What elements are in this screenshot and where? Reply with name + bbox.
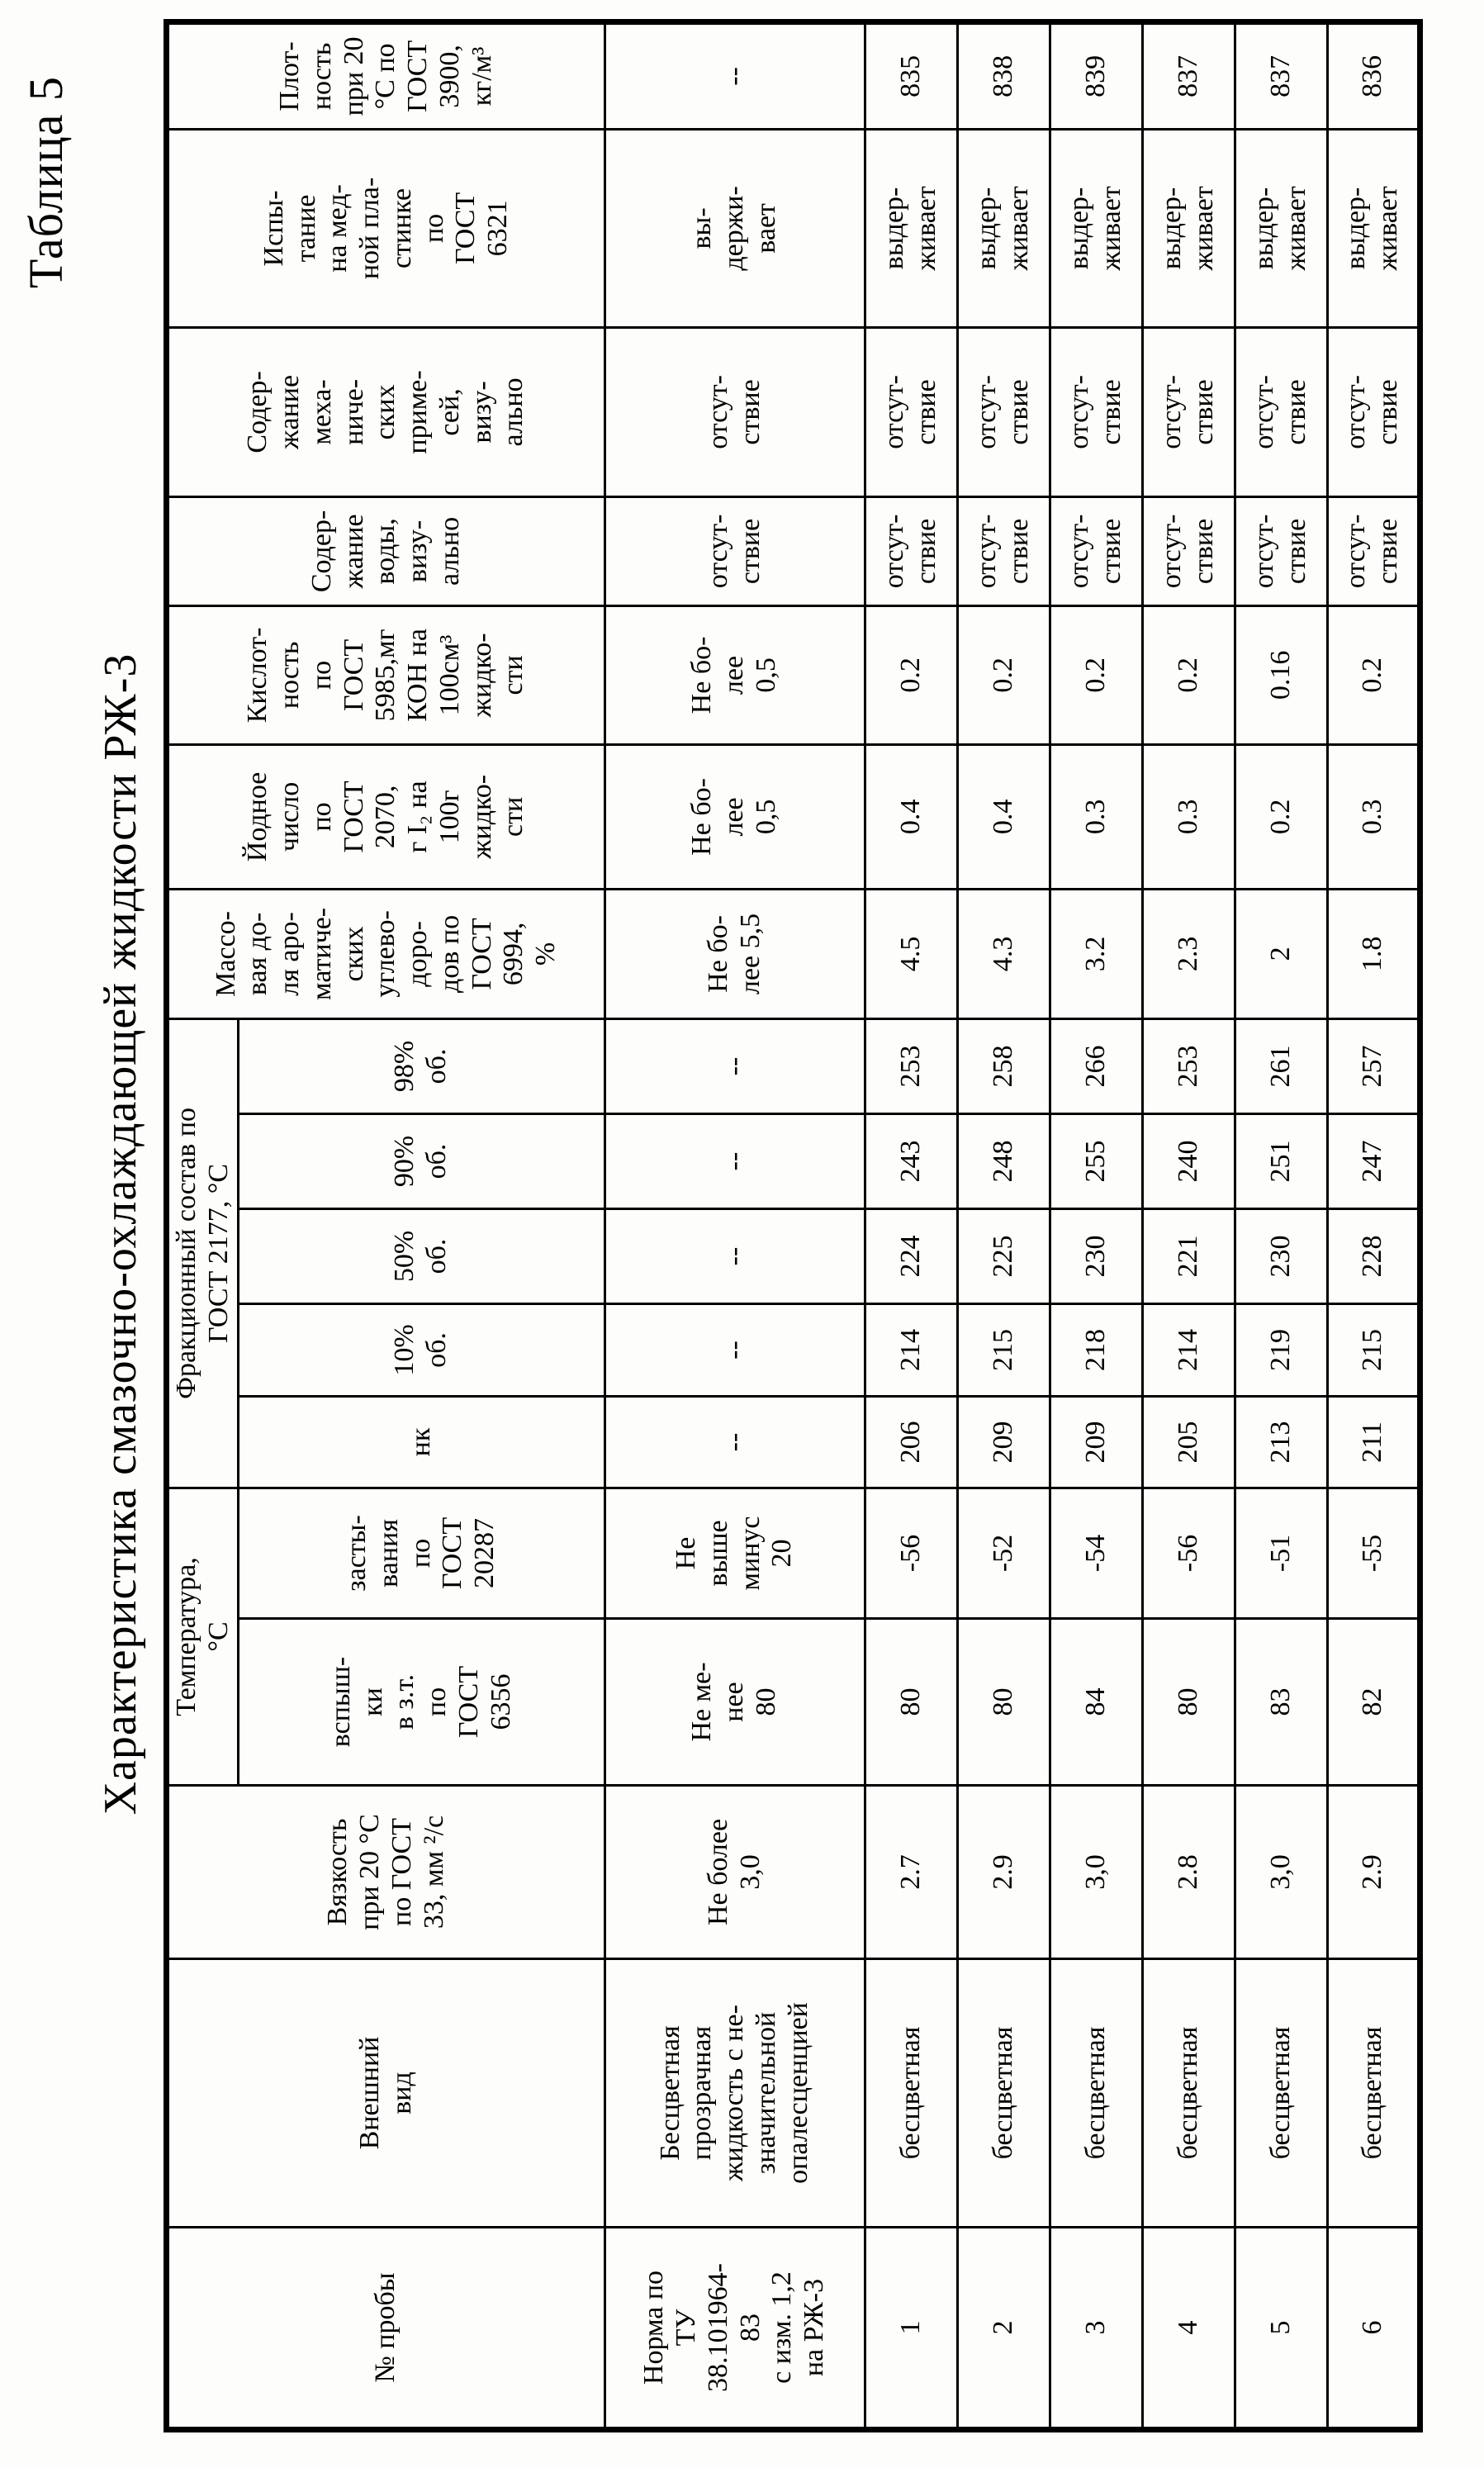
cell-10pct: 215	[1327, 1303, 1420, 1396]
cell-density: 837	[1142, 21, 1235, 129]
cell-copper: выдер- живает	[1050, 129, 1142, 327]
characteristics-table	[164, 19, 1423, 2432]
cell-pour: -56	[865, 1488, 957, 1618]
cell-copper: выдер- живает	[1235, 129, 1327, 327]
cell-98pct: 258	[957, 1018, 1050, 1113]
cell-appearance: бесцветная	[1142, 1959, 1235, 2228]
cell-copper: выдер- живает	[1327, 129, 1420, 327]
table-caption: Таблица 5	[19, 76, 73, 289]
cell-density: 836	[1327, 21, 1420, 129]
column-header-acidity: Кислот- ность по ГОСТ 5985,мг КОН на 100см³ жидко- сти	[167, 605, 605, 744]
cell-98pct: 266	[1050, 1018, 1142, 1113]
cell-nk: 206	[865, 1396, 957, 1488]
norm-cell-appearance: Бесцветная прозрачная жидкость с не- значительной опалесценцией	[605, 1959, 865, 2228]
column-header-impurities: Содер- жание меха- ниче- ских приме- сей, визу- ально	[167, 327, 605, 496]
cell-50pct: 230	[1050, 1208, 1142, 1303]
norm-cell-water: отсут- ствие	[605, 496, 865, 605]
table-row-1	[865, 21, 957, 2429]
norm-cell-viscosity: Не более 3,0	[605, 1786, 865, 1959]
cell-iodine: 0.2	[1235, 744, 1327, 889]
cell-acidity: 0.2	[957, 605, 1050, 744]
cell-90pct: 248	[957, 1113, 1050, 1208]
cell-viscosity: 3,0	[1050, 1786, 1142, 1959]
cell-90pct: 255	[1050, 1113, 1142, 1208]
cell-98pct: 261	[1235, 1018, 1327, 1113]
cell-98pct: 253	[1142, 1018, 1235, 1113]
cell-98pct: 253	[865, 1018, 957, 1113]
cell-density: 839	[1050, 21, 1142, 129]
column-header-10pct: 10% об.	[238, 1303, 605, 1396]
cell-viscosity: 3,0	[1235, 1786, 1327, 1959]
cell-appearance: бесцветная	[1235, 1959, 1327, 2228]
column-header-water: Содер- жание воды, визу- ально	[167, 496, 605, 605]
cell-water: отсут- ствие	[1050, 496, 1142, 605]
table-row-5	[1235, 21, 1327, 2429]
cell-10pct: 214	[865, 1303, 957, 1396]
column-header-flash-point: вспыш- ки в з.т. по ГОСТ 6356	[238, 1619, 605, 1786]
cell-iodine: 0.3	[1050, 744, 1142, 889]
cell-10pct: 218	[1050, 1303, 1142, 1396]
cell-flash: 80	[865, 1619, 957, 1786]
column-header-nk: нк	[238, 1396, 605, 1488]
cell-impurities: отсут- ствие	[865, 327, 957, 496]
cell-50pct: 225	[957, 1208, 1050, 1303]
norm-cell-impurities: отсут- ствие	[605, 327, 865, 496]
cell-pour: -55	[1327, 1488, 1420, 1618]
table-row-2	[957, 21, 1050, 2429]
cell-appearance: бесцветная	[1327, 1959, 1420, 2228]
cell-10pct: 214	[1142, 1303, 1235, 1396]
cell-water: отсут- ствие	[957, 496, 1050, 605]
cell-density: 838	[957, 21, 1050, 129]
cell-pour: -54	[1050, 1488, 1142, 1618]
cell-flash: 84	[1050, 1619, 1142, 1786]
cell-pour: -56	[1142, 1488, 1235, 1618]
column-header-appearance: Внешний вид	[167, 1959, 605, 2228]
cell-aromatics: 2	[1235, 889, 1327, 1018]
cell-10pct: 215	[957, 1303, 1050, 1396]
cell-50pct: 224	[865, 1208, 957, 1303]
norm-row-label: Норма по ТУ 38.101964- 83 с изм. 1,2 на РЖ-3	[605, 2228, 865, 2430]
cell-water: отсут- ствие	[865, 496, 957, 605]
cell-aromatics: 4.5	[865, 889, 957, 1018]
norm-cell-iodine: Не бо- лее 0,5	[605, 744, 865, 889]
cell-50pct: 228	[1327, 1208, 1420, 1303]
column-header-iodine: Йодное число по ГОСТ 2070, г I₂ на 100г жидко- сти	[167, 744, 605, 889]
cell-10pct: 219	[1235, 1303, 1327, 1396]
cell-nk: 209	[1050, 1396, 1142, 1488]
cell-98pct: 257	[1327, 1018, 1420, 1113]
cell-pour: -51	[1235, 1488, 1327, 1618]
cell-aromatics: 2.3	[1142, 889, 1235, 1018]
cell-copper: выдер- живает	[865, 129, 957, 327]
cell-impurities: отсут- ствие	[957, 327, 1050, 496]
cell-flash: 80	[957, 1619, 1050, 1786]
cell-nk: 213	[1235, 1396, 1327, 1488]
cell-sample: 2	[957, 2228, 1050, 2430]
cell-90pct: 240	[1142, 1113, 1235, 1208]
table-row-6	[1327, 21, 1420, 2429]
cell-iodine: 0.4	[957, 744, 1050, 889]
column-header-aromatics: Массо- вая до- ля аро- матиче- ских углево- доро- дов по ГОСТ 6994, %	[167, 889, 605, 1018]
cell-appearance: бесцветная	[957, 1959, 1050, 2228]
norm-row	[605, 21, 865, 2429]
cell-nk: 211	[1327, 1396, 1420, 1488]
column-header-90pct: 90% об.	[238, 1113, 605, 1208]
cell-impurities: отсут- ствие	[1235, 327, 1327, 496]
cell-aromatics: 4.3	[957, 889, 1050, 1018]
cell-acidity: 0.2	[1050, 605, 1142, 744]
norm-cell-copper: вы- держи- вает	[605, 129, 865, 327]
cell-acidity: 0.2	[865, 605, 957, 744]
norm-cell-flash: Не ме- нее 80	[605, 1619, 865, 1786]
cell-flash: 83	[1235, 1619, 1327, 1786]
cell-copper: выдер- живает	[1142, 129, 1235, 327]
table-row-4	[1142, 21, 1235, 2429]
norm-cell-90pct: --	[605, 1113, 865, 1208]
cell-acidity: 0.2	[1142, 605, 1235, 744]
column-group-temperature: Температура, °С	[167, 1488, 239, 1785]
cell-flash: 80	[1142, 1619, 1235, 1786]
cell-50pct: 221	[1142, 1208, 1235, 1303]
cell-50pct: 230	[1235, 1208, 1327, 1303]
cell-water: отсут- ствие	[1142, 496, 1235, 605]
cell-pour: -52	[957, 1488, 1050, 1618]
norm-cell-density: --	[605, 21, 865, 129]
norm-cell-pour: Не выше минус 20	[605, 1488, 865, 1618]
cell-sample: 1	[865, 2228, 957, 2430]
cell-90pct: 251	[1235, 1113, 1327, 1208]
cell-water: отсут- ствие	[1327, 496, 1420, 605]
table-row-3	[1050, 21, 1142, 2429]
cell-sample: 6	[1327, 2228, 1420, 2430]
page-title: Характеристика смазочно-охлаждающей жидкости РЖ-3	[95, 653, 146, 1815]
column-header-98pct: 98% об.	[238, 1018, 605, 1113]
cell-acidity: 0.2	[1327, 605, 1420, 744]
column-header-sample: № пробы	[167, 2228, 605, 2430]
cell-impurities: отсут- ствие	[1327, 327, 1420, 496]
cell-copper: выдер- живает	[957, 129, 1050, 327]
column-group-fraction: Фракционный состав по ГОСТ 2177, °С	[167, 1018, 239, 1488]
cell-impurities: отсут- ствие	[1142, 327, 1235, 496]
norm-cell-aromatics: Не бо- лее 5,5	[605, 889, 865, 1018]
column-header-50pct: 50% об.	[238, 1208, 605, 1303]
cell-viscosity: 2.9	[1327, 1786, 1420, 1959]
column-header-density: Плот- ность при 20 °С по ГОСТ 3900, кг/м³	[167, 21, 605, 129]
cell-impurities: отсут- ствие	[1050, 327, 1142, 496]
cell-nk: 209	[957, 1396, 1050, 1488]
cell-density: 837	[1235, 21, 1327, 129]
cell-viscosity: 2.7	[865, 1786, 957, 1959]
norm-cell-50pct: --	[605, 1208, 865, 1303]
cell-viscosity: 2.8	[1142, 1786, 1235, 1959]
cell-aromatics: 1.8	[1327, 889, 1420, 1018]
norm-cell-10pct: --	[605, 1303, 865, 1396]
norm-cell-acidity: Не бо- лее 0,5	[605, 605, 865, 744]
cell-acidity: 0.16	[1235, 605, 1327, 744]
cell-aromatics: 3.2	[1050, 889, 1142, 1018]
cell-appearance: бесцветная	[865, 1959, 957, 2228]
cell-sample: 5	[1235, 2228, 1327, 2430]
cell-sample: 4	[1142, 2228, 1235, 2430]
cell-viscosity: 2.9	[957, 1786, 1050, 1959]
cell-flash: 82	[1327, 1619, 1420, 1786]
cell-sample: 3	[1050, 2228, 1142, 2430]
cell-iodine: 0.3	[1142, 744, 1235, 889]
cell-density: 835	[865, 21, 957, 129]
norm-cell-nk: --	[605, 1396, 865, 1488]
column-header-pour-point: засты- вания по ГОСТ 20287	[238, 1488, 605, 1618]
cell-appearance: бесцветная	[1050, 1959, 1142, 2228]
column-header-viscosity: Вязкость при 20 °С по ГОСТ 33, мм ²/с	[167, 1786, 605, 1959]
cell-90pct: 247	[1327, 1113, 1420, 1208]
column-header-copper-test: Испы- тание на мед- ной пла- стинке по ГОСТ 6321	[167, 129, 605, 327]
header-group-row	[167, 21, 239, 2429]
cell-water: отсут- ствие	[1235, 496, 1327, 605]
cell-90pct: 243	[865, 1113, 957, 1208]
norm-cell-98pct: --	[605, 1018, 865, 1113]
cell-iodine: 0.4	[865, 744, 957, 889]
cell-iodine: 0.3	[1327, 744, 1420, 889]
cell-nk: 205	[1142, 1396, 1235, 1488]
